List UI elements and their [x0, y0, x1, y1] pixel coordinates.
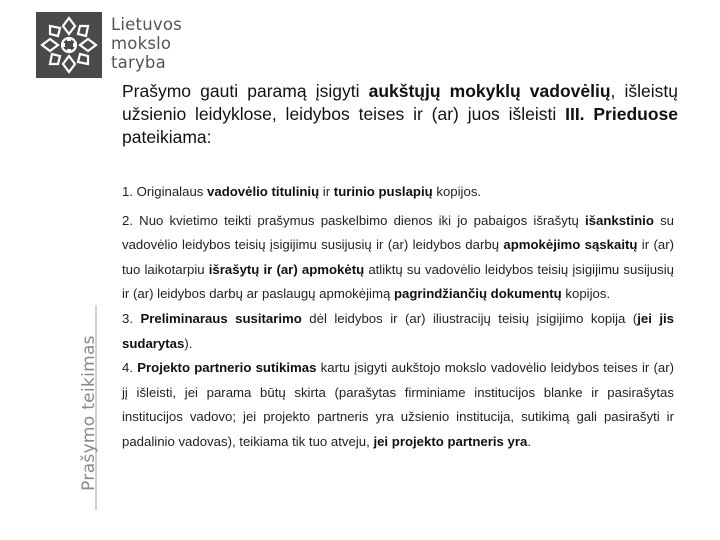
- side-section-label: Prašymo teikimas: [79, 335, 99, 491]
- list-item: 2. Nuo kvietimo teikti prašymus paskelbimo dienos iki jo pabaigos išrašytų išankstinio su vadovėlio leidybos teisių įsigijimu susijusių ir (ar) leidybos darbų apmokėjimo sąskaitų ir (ar) tuo laikotarpiu išrašytų ir (ar) apmokėtų atliktų su vadovėlio leidybos teisių įsigijimu susijusių ir (ar) leidybos darbų ar paslaugų apmokėjimą pagrindžiančių dokumentų kopijos.: [122, 212, 674, 302]
- logo-wordmark: [111, 15, 182, 72]
- heading-text: , išleistų užsienio leidyklose, leidybos teises ir (ar) juos išleisti: [122, 81, 679, 124]
- list-item: 3. Preliminaraus susitarimo dėl leidybos ir (ar) iliustracijų teisių įsigijimo kopija (jei jis sudarytas).: [122, 310, 674, 351]
- heading-bold: III. Prieduose: [565, 104, 678, 124]
- heading-text: pateikiama:: [122, 127, 212, 147]
- requirements-list: [122, 180, 674, 455]
- page-heading: [122, 80, 678, 149]
- list-item: 4. Projekto partnerio sutikimas kartu įsigyti aukštojo mokslo vadovėlio leidybos teises ir (ar) jį išleisti, jei parama būtų skirta (parašytas firminiame institucijos blanke ir pasirašytas institucijos vadovo; jei projekto partneris yra užsienio institucija, sutikimą gali pasirašyti ir padalinio vadovas), teikiama tik tuo atveju, jei projekto partneris yra.: [122, 360, 674, 449]
- logo-line-1: Lietuvos: [111, 15, 182, 34]
- list-item: 1. Originalaus vadovėlio titulinių ir turinio puslapių kopijos.: [122, 184, 482, 199]
- logo-line-2: mokslo: [111, 34, 172, 53]
- logo-line-3: taryba: [111, 53, 166, 72]
- heading-text: Prašymo gauti paramą įsigyti: [122, 81, 369, 101]
- heading-bold: aukštųjų mokyklų vadovėlių: [368, 81, 611, 101]
- lmt-logo-icon: [36, 12, 102, 78]
